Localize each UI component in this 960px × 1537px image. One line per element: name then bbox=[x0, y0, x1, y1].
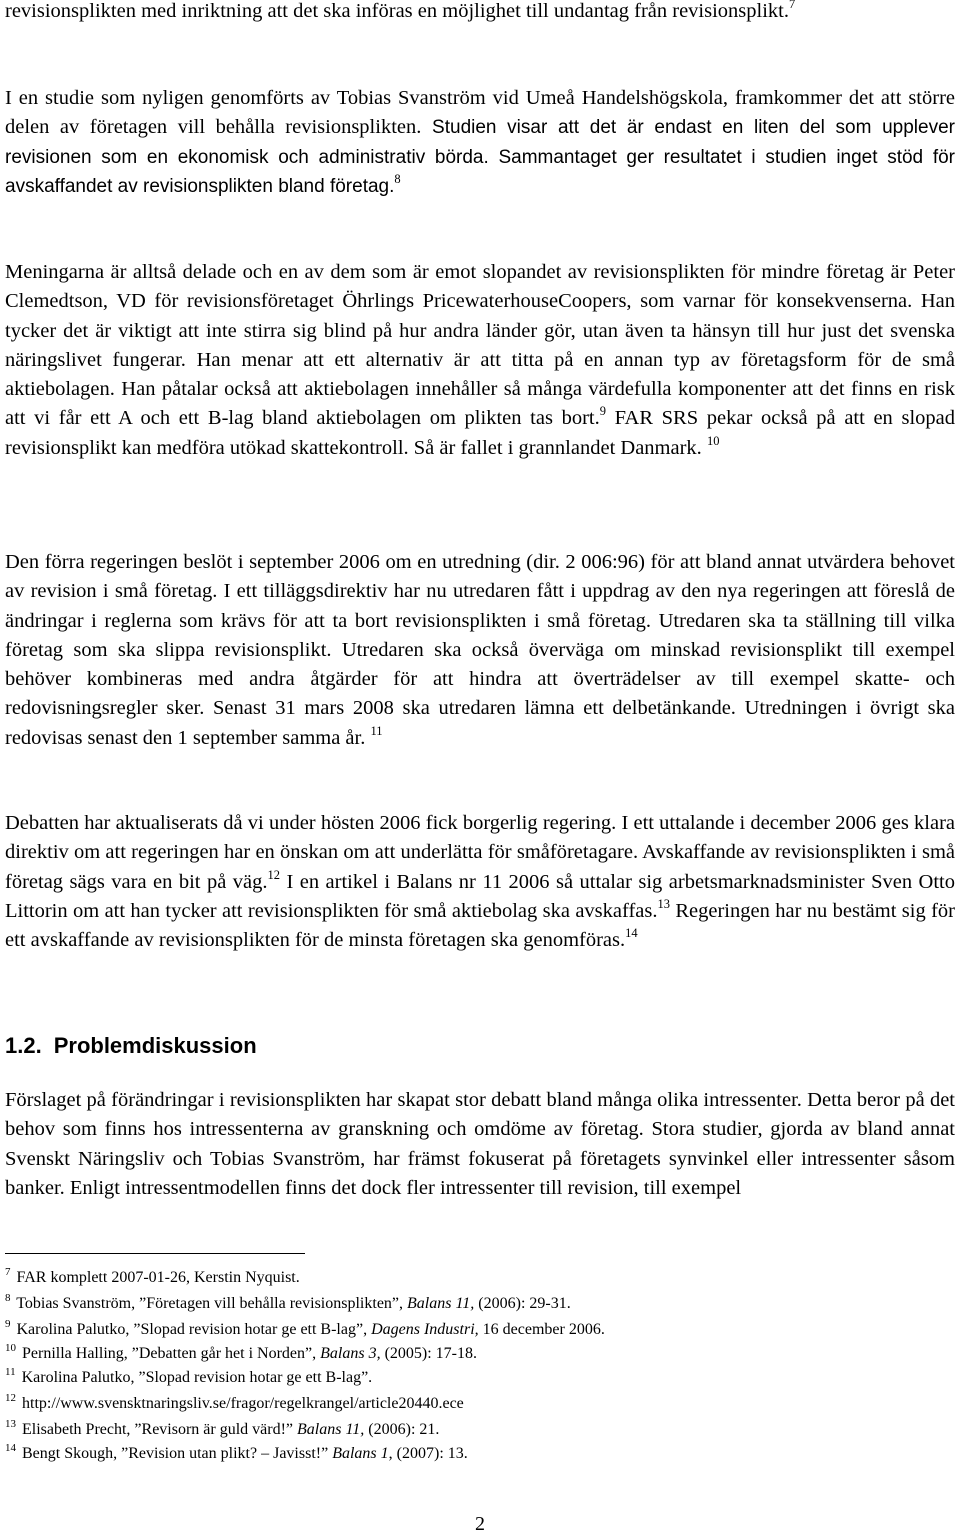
footnote-marker: 7 bbox=[5, 1266, 11, 1278]
footnote-source: Balans 11, bbox=[297, 1421, 365, 1438]
section-number: 1.2. bbox=[5, 1033, 42, 1058]
paragraph-4 bbox=[5, 548, 955, 753]
footnote-marker: 11 bbox=[5, 1366, 16, 1378]
paragraph-3-text-cont: FAR SRS pekar också på att en slopad revisionsplikt kan medföra utökad skattekontroll. Så är fallet i grannlandet Danmark. bbox=[5, 407, 955, 459]
paragraph-5 bbox=[5, 809, 955, 955]
paragraph-1 bbox=[5, 0, 955, 26]
paragraph-2-text-sans: Studien visar att det är endast en liten del som upplever revisionen som en ekonomisk och administrativ börda. Sammantaget ger resultatet i studien inget stöd för avskaffandet av revisionsplikten bland företag. bbox=[5, 117, 955, 197]
footnote-ref-9[interactable]: 9 bbox=[599, 404, 606, 419]
footnote-text: Bengt Skough, ”Revision utan plikt? – Javisst!” bbox=[22, 1445, 333, 1462]
paragraph-3 bbox=[5, 258, 955, 463]
footnote-14 bbox=[5, 1443, 955, 1465]
footnote-source: Balans 1 bbox=[332, 1445, 389, 1462]
footnote-text: Karolina Palutko, ”Slopad revision hotar ge ett B-lag”, bbox=[16, 1321, 372, 1338]
footnote-marker: 12 bbox=[5, 1392, 16, 1404]
paragraph-6 bbox=[5, 1086, 955, 1203]
footnote-9 bbox=[5, 1319, 955, 1341]
footnote-ref-10[interactable]: 10 bbox=[706, 433, 720, 448]
footnote-source: Balans 3, bbox=[320, 1345, 381, 1362]
footnote-source: Dagens Industri, bbox=[371, 1321, 479, 1338]
section-title: Problemdiskussion bbox=[53, 1033, 257, 1058]
footnote-marker: 13 bbox=[5, 1418, 16, 1430]
footnote-marker: 10 bbox=[5, 1342, 16, 1354]
paragraph-3-text: Meningarna är alltså delade och en av dem som är emot slopandet av revisionsplikten för mindre företag är Peter Clemedtson, VD för revisionsföretaget Öhrlings PricewaterhouseCoopers, som varnar för konsekvenserna. Han tycker det är viktigt att inte stirra sig blind på hur andra länder gör, utan även ta hänsyn till hur just det svenska näringslivet fungerar. Han menar att ett alternativ är att titta på en annan typ av företagsform för de små aktiebolagen. Han påtalar också att aktiebolagen innehåller så många värdefulla komponenter att det finns en risk att vi får ett A och ett B-lag bland aktiebolagen om plikten tas bort. bbox=[5, 261, 955, 430]
paragraph-5-text-cont: I en artikel i Balans nr 11 2006 så uttalar sig arbetsmarknadsminister Sven Otto Littorin om att han tycker att revisionsplikten för små aktiebolag ska avskaffas. bbox=[5, 870, 955, 922]
footnote-ref-7[interactable]: 7 bbox=[789, 0, 796, 11]
footnote-text: Pernilla Halling, ”Debatten går het i Norden”, bbox=[22, 1345, 321, 1362]
footnote-ref-8[interactable]: 8 bbox=[394, 171, 401, 186]
footnote-marker: 8 bbox=[5, 1292, 11, 1304]
footnote-ref-12[interactable]: 12 bbox=[267, 867, 280, 882]
section-heading bbox=[5, 1033, 257, 1059]
footnote-7 bbox=[5, 1267, 955, 1289]
footnote-text: Elisabeth Precht, ”Revisorn är guld värd!” bbox=[22, 1421, 298, 1438]
footnote-11 bbox=[5, 1367, 955, 1389]
paragraph-6-text: Förslaget på förändringar i revisionsplikten har skapat stor debatt bland många olika intressenter. Detta beror på det behov som finns hos intressenterna av granskning och omdöme av företag. Stora studier, gjorda av bland annat Svenskt Näringsliv och Tobias Svanström, har främst fokuserat på företagets synvinkel eller intressenter såsom banker. Enligt intressentmodellen finns det dock fler intressenter till revision, till exempel bbox=[5, 1089, 955, 1199]
footnote-10 bbox=[5, 1343, 955, 1365]
footnote-text-end: (2006): 21. bbox=[364, 1421, 440, 1438]
paragraph-2-text: I en studie som nyligen genomförts av Tobias Svanström vid Umeå Handelshögskola, framkommer det att större delen av företagen vill behålla revisionsplikten. bbox=[5, 87, 955, 139]
footnote-text: Karolina Palutko, ”Slopad revision hotar ge ett B-lag”. bbox=[21, 1369, 373, 1386]
footnote-ref-14[interactable]: 14 bbox=[625, 926, 638, 941]
footnote-ref-11[interactable]: 11 bbox=[370, 723, 383, 738]
footnote-link[interactable]: http://www.svensktnaringsliv.se/fragor/regelkrangel/article20440.ece bbox=[22, 1395, 464, 1412]
footnote-marker: 14 bbox=[5, 1442, 16, 1454]
page-number: 2 bbox=[475, 1513, 485, 1535]
paragraph-1-text: revisionsplikten med inriktning att det ska införas en möjlighet till undantag från revisionsplikt. bbox=[5, 0, 789, 22]
footnote-8 bbox=[5, 1293, 955, 1315]
footnote-text-end: (2006): 29-31. bbox=[474, 1295, 571, 1312]
footnote-text-end: (2005): 17-18. bbox=[380, 1345, 478, 1362]
footnote-text-end: , (2007): 13. bbox=[388, 1445, 468, 1462]
footnote-source: Balans 11, bbox=[407, 1295, 475, 1312]
paragraph-4-text: Den förra regeringen beslöt i september 2006 om en utredning (dir. 2 006:96) för att bland annat utvärdera behovet av revision i små företag. I ett tilläggsdirektiv har nu utredaren fått i uppdrag av den nya regeringen att föreslå de ändringar i reglerna som krävs för att ta bort revisionsplikten i små företag. Utredaren ska ta ställning till vilka företag som ska slippa revisionsplikt. Utredaren ska också överväga om minskad revisionsplikt till exempel behöver kombineras med andra åtgärder för att hindra att överträdelser av till exempel skatte- och redovisningsregler sker. Senast 31 mars 2008 ska utredaren lämna ett delbetänkande. Utredningen i övrigt ska redovisas senast den 1 september samma år. bbox=[5, 551, 955, 749]
paragraph-5-text: Debatten har aktualiserats då vi under hösten 2006 fick borgerlig regering. I ett uttalande i december 2006 ges klara direktiv om att regeringen har en önskan om att underlätta för småföretagare. Avskaffande av revisionsplikten i små företag sägs vara en bit på väg. bbox=[5, 812, 955, 893]
footnote-text: Tobias Svanström, ”Företagen vill behålla revisionsplikten”, bbox=[16, 1295, 408, 1312]
footnote-marker: 9 bbox=[5, 1318, 11, 1330]
footnote-13 bbox=[5, 1419, 955, 1441]
footnote-text-end: 16 december 2006. bbox=[478, 1321, 605, 1338]
footnote-separator bbox=[5, 1253, 305, 1254]
paragraph-5-text-end: Regeringen har nu bestämt sig för ett avskaffande av revisionsplikten för de minsta företagen ska genomföras. bbox=[5, 899, 955, 952]
footnote-text: FAR komplett 2007-01-26, Kerstin Nyquist. bbox=[16, 1269, 300, 1286]
footnote-12 bbox=[5, 1393, 955, 1415]
paragraph-2 bbox=[5, 84, 955, 201]
footnote-ref-13[interactable]: 13 bbox=[657, 896, 670, 911]
